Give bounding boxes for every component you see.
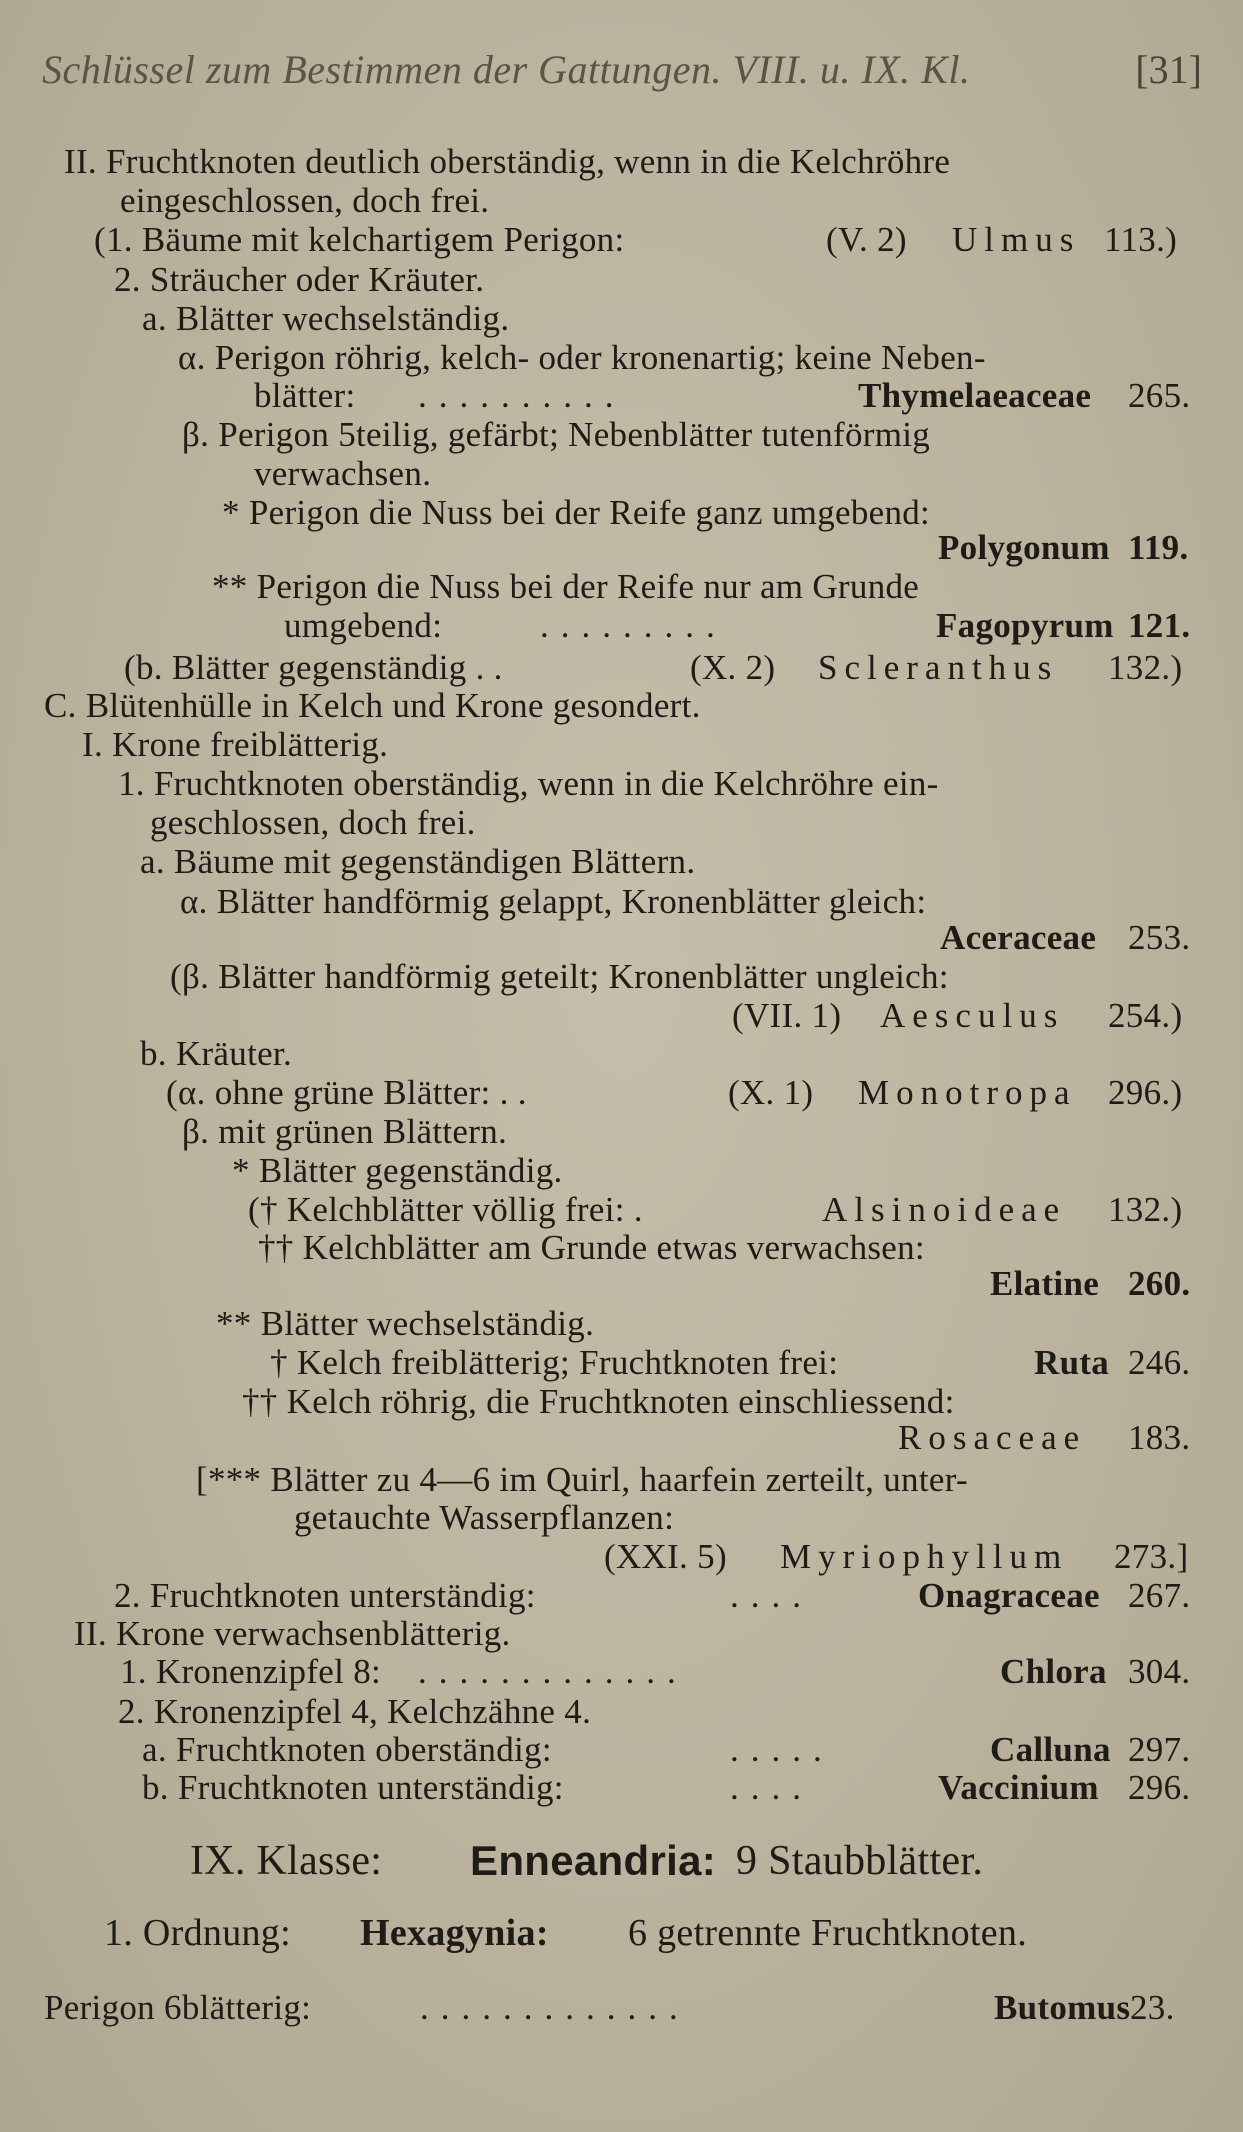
key-line [0,1498,1243,1538]
key-line [0,1343,1243,1383]
genus-name: Myriophyllum [780,1537,1069,1576]
line-text: α. Perigon röhrig, kelch- oder kronenartig; keine Neben- [178,338,986,377]
genus-name: Ruta [1034,1343,1110,1382]
class-name: Enneandria: [470,1837,717,1884]
genus-name: Rosaceae [898,1418,1087,1457]
genus-number: 253. [1128,918,1191,957]
genus-name: Calluna [990,1730,1111,1769]
key-line [0,415,1243,455]
genus-name: Aceraceae [940,918,1097,957]
line-text: umgebend: [284,606,443,645]
genus-name: Chlora [1000,1652,1107,1691]
key-line [0,725,1243,765]
line-text: verwachsen. [254,454,432,493]
genus-number: 119. [1128,528,1189,567]
genus-number: 121. [1128,606,1191,645]
line-text: a. Bäume mit gegenständigen Blättern. [140,842,696,881]
line-text: † Kelch freiblätterig; Fruchtknoten frei: [270,1343,839,1382]
key-line [0,220,1243,260]
key-line [0,606,1243,646]
line-text: * Perigon die Nuss bei der Reife ganz umgebend: [222,493,931,532]
genus-name: Vaccinium [938,1768,1099,1807]
page-header [42,40,1202,100]
order-description: 6 getrennte Fruchtknoten. [628,1912,1028,1954]
key-line [0,1190,1243,1230]
line-text: I. Krone freiblätterig. [82,725,389,764]
genus-number: 254.) [1108,996,1183,1035]
genus-number: 183. [1128,1418,1191,1457]
leader-dots: ..... [730,1730,834,1769]
line-text: C. Blütenhülle in Kelch und Krone gesondert. [44,686,701,725]
line-text: 2. Sträucher oder Kräuter. [114,260,485,299]
key-line [0,142,1243,182]
key-line [0,1112,1243,1152]
genus-number: 267. [1128,1576,1191,1615]
line-ref: (VII. 1) [732,996,842,1035]
key-line [0,454,1243,494]
genus-name: Polygonum [938,528,1110,567]
line-text: †† Kelch röhrig, die Fruchtknoten einschliessend: [242,1382,955,1421]
key-line [0,648,1243,688]
genus-name: Butomus [994,1988,1131,2027]
key-line [0,1073,1243,1113]
genus-number: 265. [1128,376,1191,415]
genus-number: 23. [1130,1988,1175,2027]
line-text: getauchte Wasserpflanzen: [294,1498,675,1537]
key-line [0,1730,1243,1770]
line-text: (β. Blätter handförmig geteilt; Kronenblätter ungleich: [170,957,949,996]
leader-dots: .... [730,1768,813,1807]
line-text: II. Fruchtknoten deutlich oberständig, wenn in die Kelchröhre [64,142,951,181]
genus-name: Thymelaeaceae [858,376,1092,415]
genus-number: 304. [1128,1652,1191,1691]
line-text: a. Fruchtknoten oberständig: [142,1730,552,1769]
leader-dots: .......... [418,376,626,415]
class-description: 9 Staubblätter. [736,1838,984,1884]
line-text: †† Kelchblätter am Grunde etwas verwachsen: [258,1228,925,1267]
line-text: geschlossen, doch frei. [150,803,476,842]
line-ref: (X. 1) [728,1073,814,1112]
line-text: a. Blätter wechselständig. [142,299,510,338]
key-line [0,1652,1243,1692]
line-text: b. Kräuter. [140,1034,292,1073]
key-line [0,338,1243,378]
line-text: ** Perigon die Nuss bei der Reife nur am Grunde [212,567,920,606]
key-line [0,1304,1243,1344]
line-text: eingeschlossen, doch frei. [120,181,490,220]
genus-name: Aesculus [880,996,1065,1035]
genus-name: Monotropa [858,1073,1077,1112]
key-line [0,567,1243,607]
key-line [0,181,1243,221]
genus-name: Ulmus [952,220,1081,259]
line-text: Perigon 6blätterig: [44,1988,312,2027]
genus-number: 273.] [1114,1537,1189,1576]
key-line [0,1228,1243,1268]
key-line [0,1576,1243,1616]
leader-dots: ......... [540,606,727,645]
key-line [0,1768,1243,1808]
genus-name: Elatine [990,1264,1100,1303]
genus-name: Alsinoideae [822,1190,1067,1229]
key-line [0,764,1243,804]
key-line [0,1537,1243,1577]
genus-number: 297. [1128,1730,1191,1769]
key-line [0,996,1243,1036]
line-text: * Blätter gegenständig. [232,1151,563,1190]
line-text: 2. Kronenzipfel 4, Kelchzähne 4. [118,1692,592,1731]
key-line [0,686,1243,726]
line-text: (b. Blätter gegenständig . . [124,648,503,687]
line-text: (α. ohne grüne Blätter: . . [166,1073,527,1112]
order-number: 1. Ordnung: [104,1912,291,1954]
line-text: 1. Kronenzipfel 8: [120,1652,382,1691]
leader-dots: ............. [418,1652,688,1691]
genus-number: 132.) [1108,648,1183,687]
order-name: Hexagynia: [360,1912,549,1954]
line-text: α. Blätter handförmig gelappt, Kronenblätter gleich: [180,882,927,921]
key-line [0,376,1243,416]
key-line [0,1264,1243,1304]
genus-number: 296. [1128,1768,1191,1807]
genus-name: Fagopyrum [936,606,1114,645]
key-line [0,1382,1243,1422]
key-line [0,260,1243,300]
line-text: β. mit grünen Blättern. [182,1112,508,1151]
order-heading [0,1910,1243,1956]
key-line [0,1988,1243,2028]
key-line [0,918,1243,958]
line-text: (1. Bäume mit kelchartigem Perigon: [94,220,625,259]
key-line [0,493,1243,533]
page-number: [31] [1135,47,1202,92]
genus-name: Scleranthus [818,648,1059,687]
leader-dots: ............. [420,1988,690,2027]
key-line [0,1418,1243,1458]
key-line [0,957,1243,997]
line-text: b. Fruchtknoten unterständig: [142,1768,564,1807]
key-line [0,803,1243,843]
line-text: ** Blätter wechselständig. [216,1304,595,1343]
line-ref: (XXI. 5) [604,1537,727,1576]
line-text: 1. Fruchtknoten oberständig, wenn in die Kelchröhre ein- [118,764,939,803]
line-ref: (X. 2) [690,648,776,687]
key-line [0,1692,1243,1732]
key-line [0,528,1243,568]
line-ref: (V. 2) [826,220,907,259]
line-text: II. Krone verwachsenblätterig. [74,1614,511,1653]
key-line [0,882,1243,922]
class-heading [0,1836,1243,1886]
genus-number: 132.) [1108,1190,1183,1229]
genus-number: 246. [1128,1343,1191,1382]
key-line [0,1034,1243,1074]
key-line [0,1460,1243,1500]
key-line [0,1151,1243,1191]
line-text: [*** Blätter zu 4—6 im Quirl, haarfein zerteilt, unter- [196,1460,968,1499]
line-text: 2. Fruchtknoten unterständig: [114,1576,536,1615]
genus-number: 296.) [1108,1073,1183,1112]
genus-number: 260. [1128,1264,1191,1303]
line-text: blätter: [254,376,356,415]
line-text: († Kelchblätter völlig frei: . [248,1190,643,1229]
key-line [0,842,1243,882]
leader-dots: .... [730,1576,813,1615]
key-line [0,299,1243,339]
genus-name: Onagraceae [918,1576,1100,1615]
running-title: Schlüssel zum Bestimmen der Gattungen. VIII. u. IX. Kl. [42,47,971,92]
key-line [0,1614,1243,1654]
class-number: IX. Klasse: [190,1838,383,1884]
line-text: β. Perigon 5teilig, gefärbt; Nebenblätter tutenförmig [182,415,931,454]
genus-number: 113.) [1104,220,1178,259]
